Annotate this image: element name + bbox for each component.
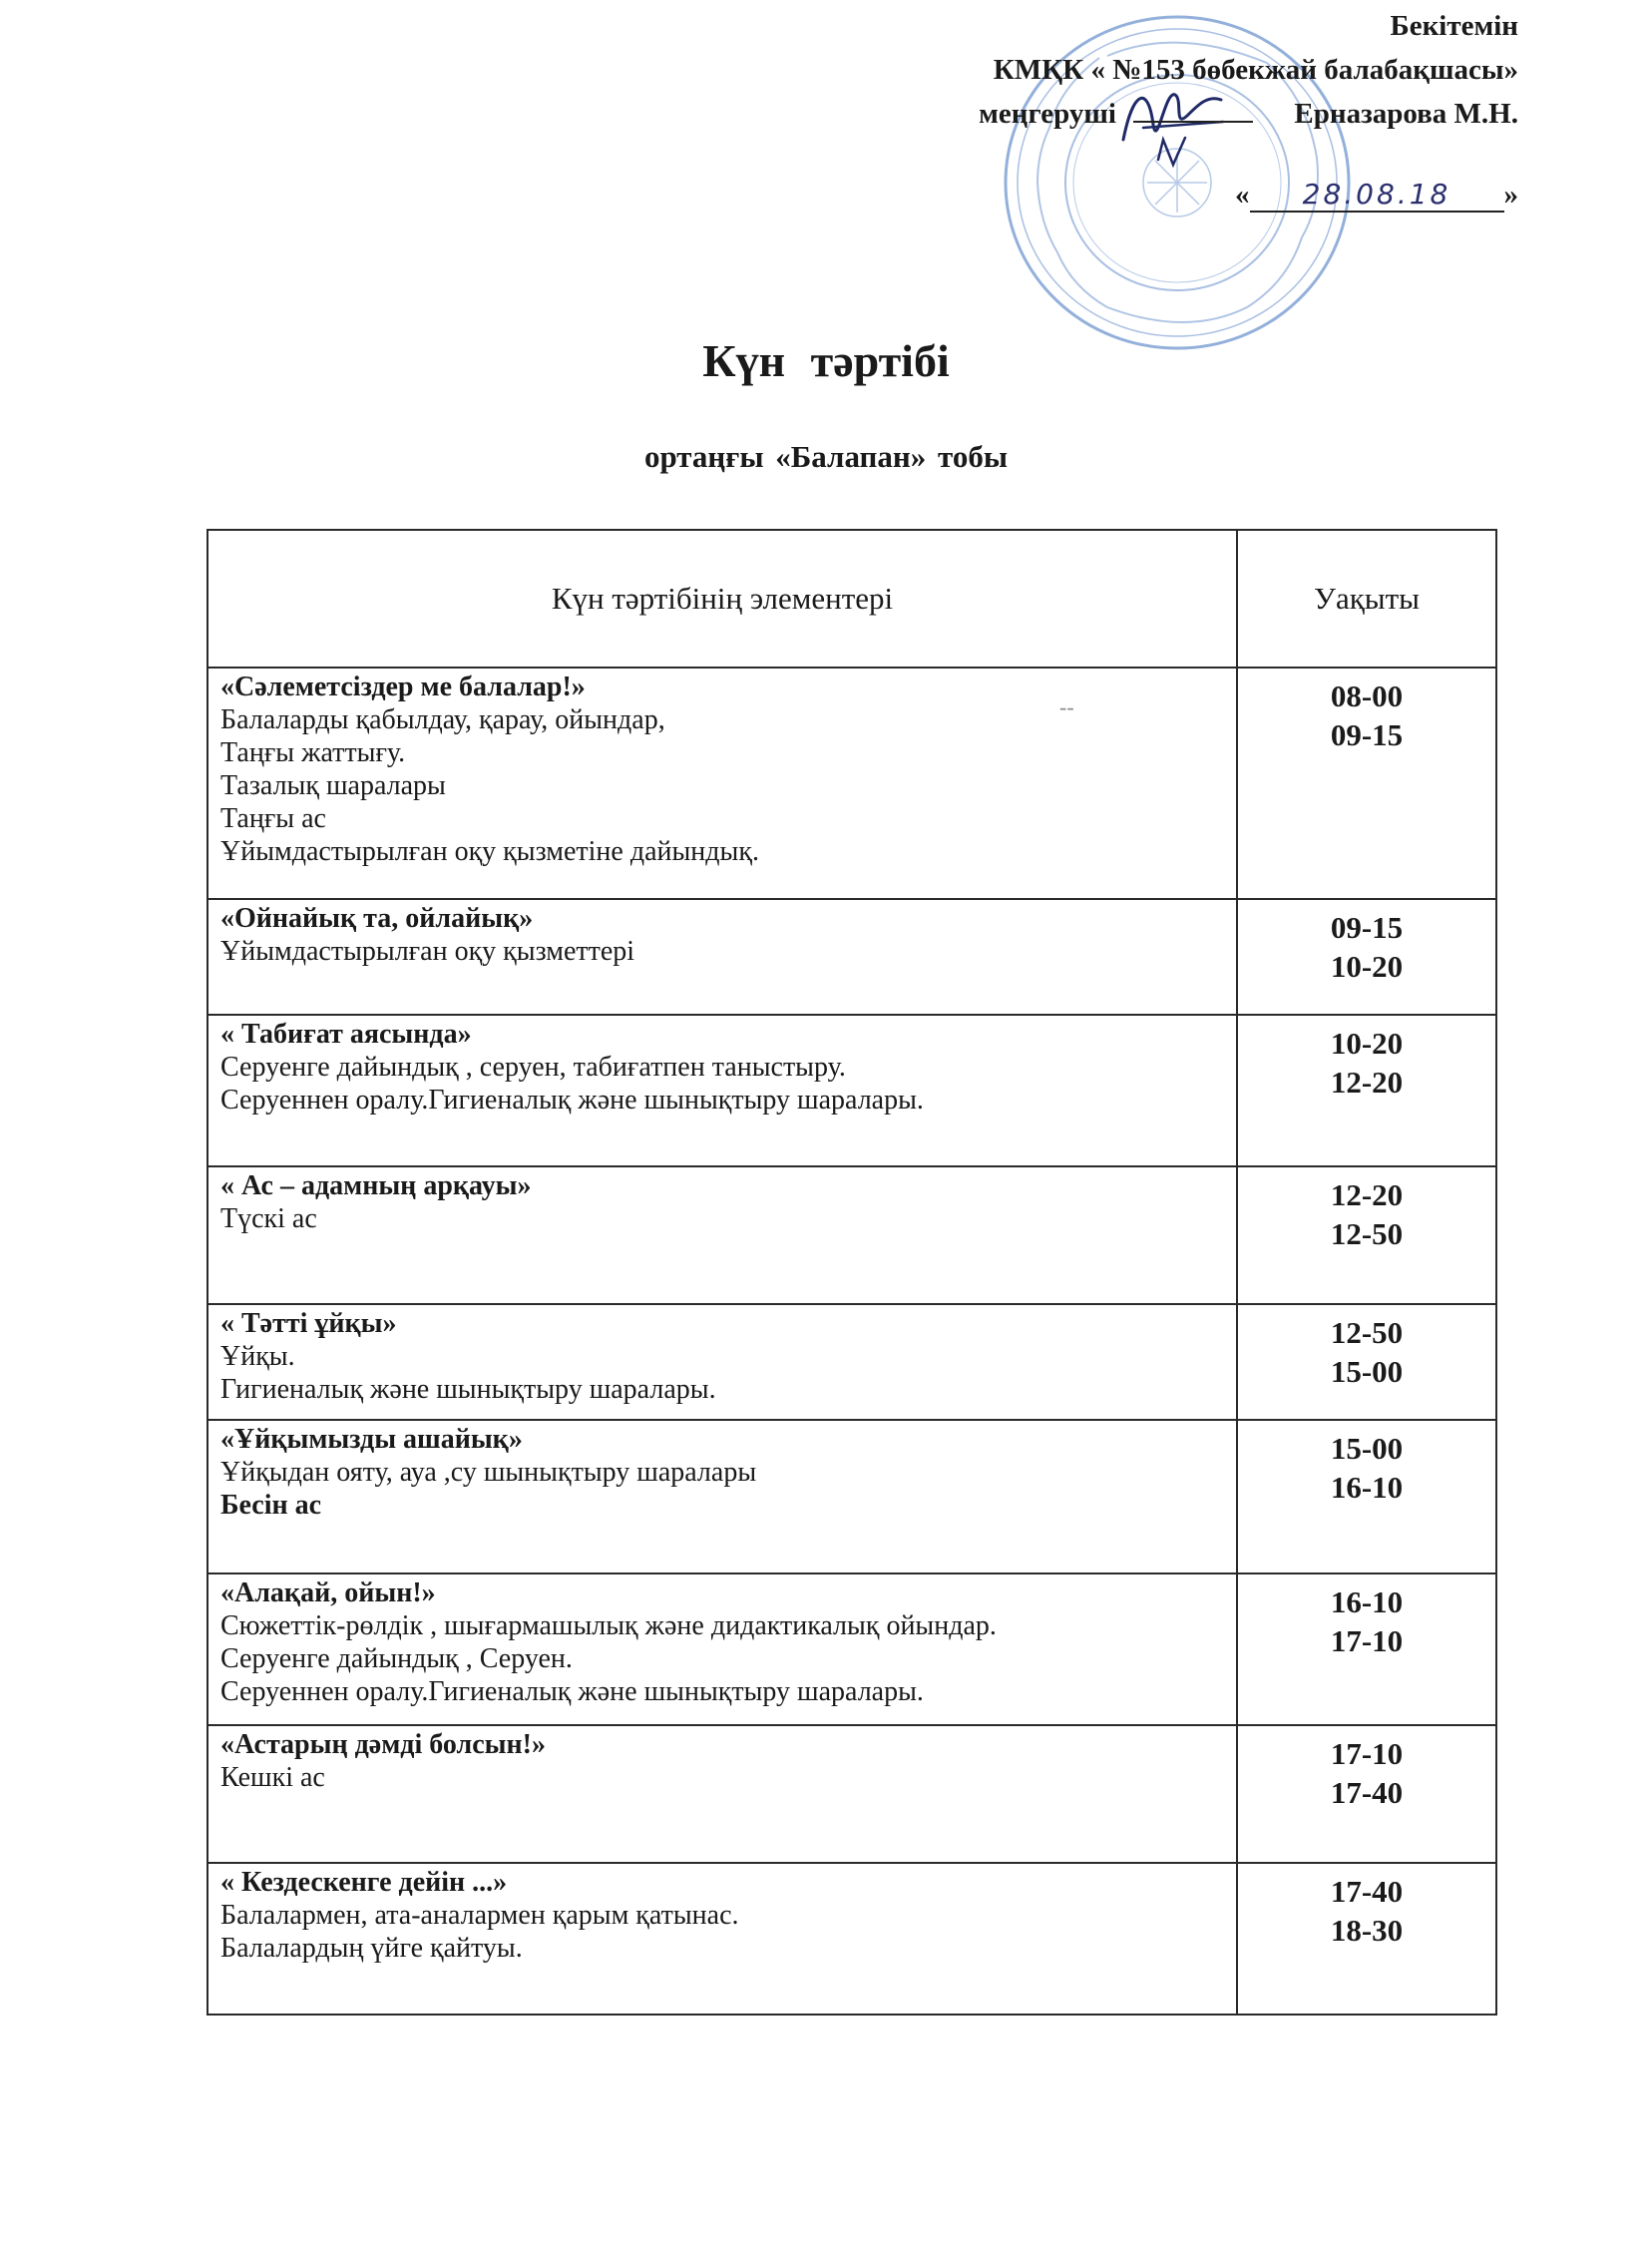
start-time: 12-50 bbox=[1330, 1315, 1404, 1350]
end-time: 17-40 bbox=[1330, 1775, 1404, 1810]
end-time: 18-30 bbox=[1330, 1913, 1404, 1948]
schedule-element-cell bbox=[207, 1166, 1237, 1304]
start-time: 10-20 bbox=[1330, 1026, 1404, 1061]
end-time: 09-15 bbox=[1330, 717, 1404, 752]
schedule-element-line: Ұйқы. bbox=[220, 1341, 295, 1372]
approval-title: Бекітемін bbox=[1390, 10, 1518, 42]
schedule-element-line: Серуеннен оралу.Гигиеналық және шынықтыру шаралары. bbox=[220, 1085, 924, 1116]
schedule-element-line: Серуеннен оралу.Гигиеналық және шынықтыру шаралары. bbox=[220, 1676, 924, 1707]
end-time: 10-20 bbox=[1330, 949, 1404, 984]
schedule-element-line: Сюжеттік-рөлдік , шығармашылық және дидактикалық ойындар. bbox=[220, 1610, 997, 1641]
schedule-element-line: Ұйқыдан ояту, ауа ,су шынықтыру шаралары bbox=[220, 1457, 757, 1488]
schedule-time-cell bbox=[1237, 1304, 1496, 1420]
approval-date bbox=[1235, 178, 1518, 213]
table-row bbox=[207, 899, 1496, 1015]
start-time: 09-15 bbox=[1330, 910, 1404, 945]
end-time: 12-20 bbox=[1330, 1065, 1404, 1100]
column-header-elements: Күн тәртібінің элементері bbox=[207, 530, 1237, 668]
schedule-element-line: Серуенге дайындық , Серуен. bbox=[220, 1643, 573, 1674]
schedule-time-cell bbox=[1237, 1420, 1496, 1573]
schedule-element-line: Кешкі ас bbox=[220, 1762, 325, 1793]
signature-line bbox=[1133, 95, 1253, 123]
start-time: 08-00 bbox=[1330, 678, 1404, 713]
date-open-quote: « bbox=[1235, 179, 1250, 211]
start-time: 15-00 bbox=[1330, 1431, 1404, 1466]
schedule-element-cell bbox=[207, 1725, 1237, 1863]
page-title: Күн тәртібі bbox=[702, 335, 950, 386]
end-time: 17-10 bbox=[1330, 1623, 1404, 1658]
schedule-element-cell bbox=[207, 899, 1237, 1015]
schedule-element-cell bbox=[207, 1863, 1237, 2015]
table-header-row bbox=[207, 530, 1496, 668]
schedule-element-line: Таңғы жаттығу. bbox=[220, 737, 406, 768]
end-time: 16-10 bbox=[1330, 1470, 1404, 1505]
schedule-element-title: «Алақай, ойын!» bbox=[220, 1577, 436, 1608]
column-header-time: Уақыты bbox=[1237, 530, 1496, 668]
schedule-element-bold-line: Бесін ас bbox=[220, 1490, 322, 1521]
table-row bbox=[207, 1725, 1496, 1863]
page-subtitle: ортаңғы «Балапан» тобы bbox=[643, 439, 1009, 474]
end-time: 12-50 bbox=[1330, 1216, 1404, 1251]
start-time: 17-10 bbox=[1330, 1736, 1404, 1771]
schedule-time-cell bbox=[1237, 899, 1496, 1015]
schedule-element-line: Ұйымдастырылған оқу қызметіне дайындық. bbox=[220, 836, 759, 867]
table-row bbox=[207, 1863, 1496, 2015]
start-time: 16-10 bbox=[1330, 1584, 1404, 1619]
schedule-time-cell bbox=[1237, 1015, 1496, 1166]
schedule-rows bbox=[207, 668, 1496, 2015]
table-row bbox=[207, 1420, 1496, 1573]
schedule-time-cell bbox=[1237, 1863, 1496, 2015]
schedule-time-cell bbox=[1237, 1573, 1496, 1725]
schedule-element-cell bbox=[207, 1304, 1237, 1420]
schedule-element-line: Түскі ас bbox=[220, 1203, 317, 1234]
schedule-element-title: «Ұйқымызды ашайық» bbox=[220, 1424, 523, 1455]
date-value: 28.08.18 bbox=[1250, 178, 1504, 213]
approval-position: меңгеруші bbox=[979, 98, 1116, 130]
approval-signatory bbox=[780, 92, 1518, 136]
schedule-element-line: Гигиеналық және шынықтыру шаралары. bbox=[220, 1374, 716, 1405]
schedule-element-line: Серуенге дайындық , серуен, табиғатпен таныстыру. bbox=[220, 1052, 846, 1083]
schedule-element-cell bbox=[207, 668, 1237, 899]
table-row bbox=[207, 668, 1496, 899]
approval-organization: КМҚК « №153 бөбекжай балабақшасы» bbox=[993, 54, 1518, 86]
scan-mark: -‐ bbox=[1059, 694, 1074, 719]
schedule-element-line: Тазалық шаралары bbox=[220, 770, 446, 801]
start-time: 17-40 bbox=[1330, 1874, 1404, 1909]
approval-block bbox=[780, 4, 1518, 136]
schedule-time-cell bbox=[1237, 1166, 1496, 1304]
table-row bbox=[207, 1573, 1496, 1725]
schedule-element-line: Таңғы ас bbox=[220, 803, 326, 834]
table-row bbox=[207, 1166, 1496, 1304]
end-time: 15-00 bbox=[1330, 1354, 1404, 1389]
schedule-element-line: Балалардың үйге қайтуы. bbox=[220, 1933, 523, 1964]
schedule-element-title: «Сәлеметсіздер ме балалар!» bbox=[220, 672, 586, 702]
schedule-element-cell bbox=[207, 1015, 1237, 1166]
schedule-element-title: « Тәтті ұйқы» bbox=[220, 1308, 397, 1339]
schedule-time-cell bbox=[1237, 668, 1496, 899]
schedule-element-title: «Ойнайық та, ойлайық» bbox=[220, 903, 534, 934]
schedule-element-cell bbox=[207, 1420, 1237, 1573]
schedule-element-cell bbox=[207, 1573, 1237, 1725]
schedule-time-cell bbox=[1237, 1725, 1496, 1863]
date-close-quote: » bbox=[1503, 179, 1518, 211]
schedule-element-line: Балалармен, ата-аналармен қарым қатынас. bbox=[220, 1900, 739, 1931]
schedule-element-line: Ұйымдастырылған оқу қызметтері bbox=[220, 936, 635, 967]
schedule-element-title: « Табиғат аясында» bbox=[220, 1019, 472, 1050]
schedule-element-title: «Астарың дәмді болсын!» bbox=[220, 1729, 546, 1760]
start-time: 12-20 bbox=[1330, 1177, 1404, 1212]
approval-name: Ерназарова М.Н. bbox=[1294, 98, 1518, 130]
schedule-element-title: « Ас – адамның арқауы» bbox=[220, 1170, 532, 1201]
schedule-element-line: Балаларды қабылдау, қарау, ойындар, bbox=[220, 704, 665, 735]
table-row bbox=[207, 1304, 1496, 1420]
schedule-table bbox=[206, 529, 1497, 2016]
schedule-element-title: « Кездескенге дейін ...» bbox=[220, 1867, 508, 1898]
table-row bbox=[207, 1015, 1496, 1166]
